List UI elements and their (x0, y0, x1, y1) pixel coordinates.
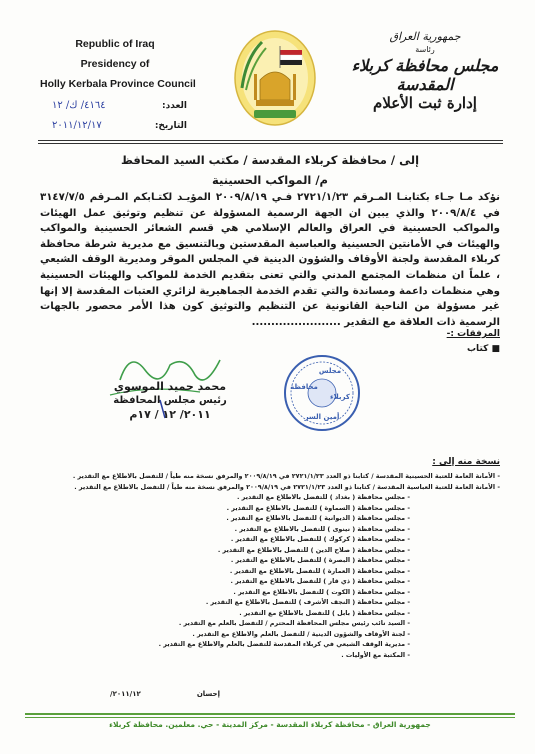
letter-body: نؤكد مـا جـاء بكتابنـا المـرقم ٢٧٢١/١/٢٣ فـي ٢٠٠٩/٨/١٩ المؤيـد لكتـابكم المـرقم ٣١٤٧/٧/٥ في ٢٠٠٩/٨/٤ والذي يبين ان الجهة الرسمية المسؤولة عن تنظيم وتوثيق عمل الهيئات والمواكب الحسينية في العراق والعالم الإسلامي هي قسم الشعائر الحسينية والمواكب والهيئات في الأمانتين الحسينية والعباسية المقدستين وبالتنسيق مع مديرية شرطة محافظة كربلاء المقدسة ولجنة الأوقاف والشؤون الدينية في المجلس الموقر ومديرية الوقف الشيعي ، علماً ان منظمات المجتمع المدني والتي تعنى بتقديم الخدمة للمواكب والهيئات الحسينية وهي منظمات داعمة ومساندة والتي تقدم الخدمة الجماهيرية لزائري العتبات المقدسة إلا إنها غير مسؤولة من الناحية القانونية عن التنظيم والتوثيق كون هذا الأمر محصور بالجهات الرسمية ذات العلاقة مع التقدير ....................... (40, 192, 501, 328)
list-item: - مجلس محافظة ( النجف الأشرف ) للتفضل بالاطلاع مع التقدير . (45, 597, 500, 608)
header-council: Holly Kerbala Province Council (40, 78, 196, 90)
signature-block (100, 380, 240, 421)
ref-number-row (52, 96, 187, 116)
signature-date: ٢٠١١/ ١٢ / ١٧م (129, 408, 211, 421)
header-divider (38, 140, 503, 141)
list-item: - الأمانة العامة للعتبة الحسينية المقدسة / كتابنا ذو العدد ٢٧٢١/١/٢٣ في ٢٠٠٩/٨/١٩ والمرفق نسخة منه طياً / للتفضل بالاطلاع مع التقدير . (45, 471, 500, 482)
attachments-item: ■ كتاب (467, 344, 500, 354)
official-stamp-icon (282, 353, 362, 433)
list-item: - مجلس محافظة ( نينوى ) للتفضل بالاطلاع مع التقدير . (45, 524, 500, 535)
ref-number-value: ٤١٦٤/ ك/ ١٢ (52, 100, 106, 111)
footer-divider-thin (25, 717, 515, 718)
header-ar-unit: إدارة ثبت الأعلام (373, 94, 477, 112)
footer-address: جمهورية العراق - محافظة كربلاء المقدسة - مركز المدينة - حي. معلمين. محافظة كربلاء (109, 720, 431, 729)
signatory-title: رئيس مجلس المحافظة (113, 395, 227, 406)
list-item: - لجنة الأوقاف والشؤون الدينية / للتفضل بالعلم والاطلاع مع التقدير . (45, 629, 500, 640)
ref-date-label: التاريخ: (154, 121, 187, 131)
reference-block (52, 96, 187, 136)
svg-text:محافظة: محافظة (290, 383, 318, 391)
footer-divider (25, 713, 515, 715)
header-presidency: Presidency of (80, 58, 150, 70)
list-item: - مديرية الوقف الشيعي في كربلاء المقدسة للتفضل بالعلم والاطلاع مع التقدير . (45, 639, 500, 650)
list-item: - مجلس محافظة ( بابل ) للتفضل بالاطلاع مع التقدير . (45, 608, 500, 619)
typist-date: ٢٠١١/١٢/ (110, 690, 141, 698)
header-country: Republic of Iraq (75, 38, 155, 50)
header-ar-country: جمهورية العراق (389, 30, 461, 43)
typist-initials (110, 690, 220, 698)
header-divider-thin (38, 143, 503, 144)
list-item: - مجلس محافظة ( صلاح الدين ) للتفضل بالاطلاع مع التقدير . (45, 545, 500, 556)
list-item: - مجلس محافظة ( الكوت ) للتفضل بالاطلاع مع التقدير . (45, 587, 500, 598)
addressee (100, 150, 440, 190)
list-item: - مجلس محافظة ( كركوك ) للتفضل بالاطلاع مع التقدير . (45, 534, 500, 545)
typist-name: إحسان (196, 690, 220, 698)
signatory-name: محمد حميد الموسوي (113, 380, 227, 393)
header-ar-presidency: رئاسة (415, 45, 435, 54)
list-item: - المكتبة مع الأوليات . (45, 650, 500, 661)
attachments (420, 327, 500, 357)
ref-date-value: ٢٠١١/١٢/١٧ (52, 120, 102, 131)
list-item: - مجلس محافظة ( البصرة ) للتفضل بالاطلاع مع التقدير . (45, 555, 500, 566)
ref-number-label: العدد: (162, 101, 187, 111)
list-item: - السيد نائب رئيس مجلس المحافظة المحترم / للتفضل بالعلم مع التقدير . (45, 618, 500, 629)
attachments-label: المرفقات :- (446, 329, 500, 339)
arabic-header (350, 30, 500, 112)
english-header (40, 34, 196, 94)
list-item: - الأمانة العامة للعتبة العباسية المقدسة / كتابنا ذو العدد ٢٧٢١/١/٢٣ في ٢٠٠٩/٨/١٩ والمرفق نسخة منه طياً / للتفضل بالاطلاع مع التقدير . (45, 482, 500, 493)
list-item: - مجلس محافظة ( بغداد ) للتفضل بالاطلاع مع التقدير . (45, 492, 500, 503)
addressee-line: إلى / محافظة كربلاء المقدسة / مكتب السيد المحافظ (120, 153, 420, 167)
list-item: - مجلس محافظة ( العمارة ) للتفضل بالاطلاع مع التقدير . (45, 566, 500, 577)
ref-date-row (52, 116, 187, 136)
cc-label: نسخة منه إلى : (432, 457, 500, 467)
list-item: - مجلس محافظة ( السماوة ) للتفضل بالاطلاع مع التقدير . (45, 503, 500, 514)
subject-line: م/ المواكب الحسينية (212, 173, 328, 187)
cc-list (45, 471, 500, 660)
svg-text:أمين السر: أمين السر (304, 413, 340, 421)
header-ar-council: مجلس محافظة كربلاء المقدسة (351, 56, 499, 94)
list-item: - مجلس محافظة ( الديوانية ) للتفضل بالاطلاع مع التقدير . (45, 513, 500, 524)
svg-text:مجلس: مجلس (318, 367, 342, 375)
svg-text:كربلاء: كربلاء (330, 393, 350, 401)
council-emblem-icon (232, 28, 318, 128)
list-item: - مجلس محافظة ( ذي قار ) للتفضل بالاطلاع مع التقدير . (45, 576, 500, 587)
